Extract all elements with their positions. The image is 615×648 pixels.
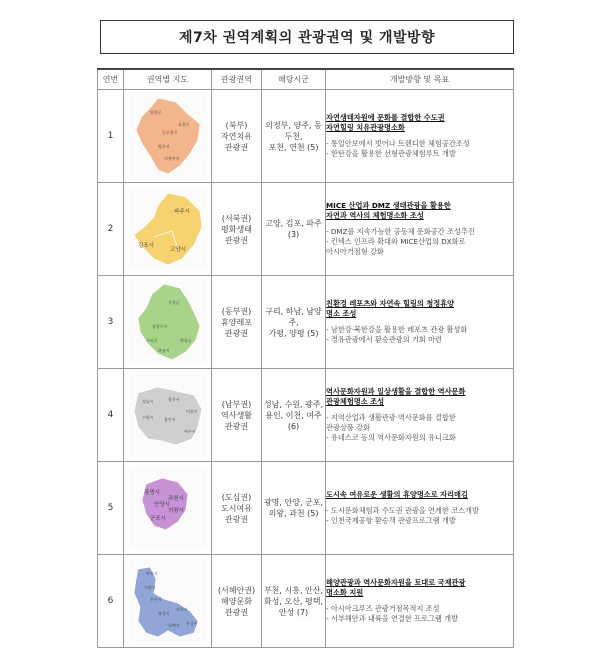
- direction-item: - 아시아크루즈 관광거점목적지 조성: [326, 604, 440, 613]
- region-map: [128, 373, 208, 457]
- direction-heading-line: 자연힐링 치유관광명소화: [326, 123, 405, 132]
- tourism-zone: [212, 555, 262, 648]
- zone-line: 해양문화: [221, 596, 252, 606]
- table-row: [98, 183, 514, 276]
- map-region-label: 의정부시: [163, 156, 179, 161]
- direction-heading: [326, 201, 513, 221]
- map-region-label: 용인시: [163, 417, 176, 422]
- map-region-label: 안산시: [149, 597, 162, 602]
- direction-heading: [326, 387, 513, 407]
- counties: [262, 90, 326, 183]
- header-number: 연번: [98, 69, 124, 90]
- row-number: 4: [98, 369, 124, 462]
- tourism-zone: [212, 369, 262, 462]
- zone-line: 관광권: [224, 514, 249, 524]
- counties-line: 안성 (7): [278, 607, 309, 617]
- map-region-label: 시흥시: [143, 585, 156, 590]
- map-region-label: 구리시: [145, 338, 158, 343]
- map-region-label: 이천시: [185, 409, 198, 414]
- direction-heading: [326, 113, 513, 133]
- header-zone: 관광권역: [212, 69, 262, 90]
- counties-line: 화성, 오산, 평택,: [263, 596, 324, 606]
- map-region-label: 김포시: [137, 243, 154, 249]
- region-map-cell: [124, 90, 212, 183]
- zone-line: 관광권: [224, 421, 249, 431]
- development-direction: [326, 90, 514, 183]
- zone-line: 휴양레포: [221, 317, 252, 327]
- counties: [262, 276, 326, 369]
- development-direction: [326, 369, 514, 462]
- counties-line: 구리, 하남, 남양주,: [265, 306, 322, 327]
- map-region-label: 오산시: [175, 607, 188, 612]
- counties-line: 포천, 연천 (5): [268, 142, 319, 152]
- region-map-cell: [124, 276, 212, 369]
- map-region-label: 광명시: [143, 490, 160, 496]
- direction-heading: [326, 490, 513, 500]
- table-row: [98, 276, 514, 369]
- counties: [262, 183, 326, 276]
- table-row: [98, 369, 514, 462]
- map-region-label: 안양시: [153, 502, 170, 508]
- counties-line: 가평, 양평 (5): [268, 328, 319, 338]
- map-region-label: 수원시: [141, 415, 154, 420]
- direction-item: - 킨텍스 인프라 확대와 MICE산업의 DX화로: [326, 237, 466, 246]
- zone-line: 관광권: [224, 328, 249, 338]
- map-region-label: 고양시: [169, 247, 186, 253]
- row-number: 6: [98, 555, 124, 648]
- page-title: 제7차 권역계획의 관광권역 및 개발방향: [100, 20, 514, 54]
- development-direction: [326, 462, 514, 555]
- row-number: 1: [98, 90, 124, 183]
- direction-heading-line: 관광체험명소 조성: [326, 397, 385, 406]
- direction-item: - 서부해안과 내륙을 연결한 프로그램 개발: [326, 614, 459, 623]
- zone-line: (동부권): [221, 306, 252, 316]
- zone-line: 역사생활: [221, 410, 252, 420]
- region-map: [128, 466, 208, 550]
- direction-heading-line: 도시속 여유로운 생활의 휴양명소로 자리매김: [326, 490, 468, 499]
- region-map: [128, 559, 208, 643]
- tourism-zone: [212, 90, 262, 183]
- direction-item: - 인천국제공항 환승객 관광프로그램 개발: [326, 516, 456, 525]
- map-region-label: 동두천시: [161, 130, 177, 135]
- zone-line: 도시여유: [221, 503, 252, 513]
- region-map-cell: [124, 183, 212, 276]
- direction-item: - 통일안보에서 벗어나 트렌디한 체험공간조성: [326, 139, 470, 148]
- zone-line: (북부): [225, 120, 248, 130]
- region-map-cell: [124, 369, 212, 462]
- map-region-label: 파주시: [173, 209, 190, 215]
- zone-line: 관광권: [224, 235, 249, 245]
- direction-heading-line: 명소화 지원: [326, 588, 364, 597]
- row-number: 3: [98, 276, 124, 369]
- zone-line: 자연치유: [221, 131, 252, 141]
- counties-line: 용인, 이천, 여주: [265, 410, 322, 420]
- tourism-zone: [212, 462, 262, 555]
- counties-line: 부천, 시흥, 안산,: [263, 585, 324, 595]
- region-map: [128, 187, 208, 271]
- map-region-label: 성남시: [141, 399, 154, 404]
- map-region-label: 부천시: [145, 571, 158, 576]
- direction-heading: [326, 299, 513, 319]
- direction-item: - 도시문화체험과 수도권 관광을 연계한 코스개발: [326, 506, 479, 515]
- zone-line: (남부권): [221, 399, 252, 409]
- direction-heading-line: MICE 산업과 DMZ 생태관광을 활용한: [326, 201, 451, 210]
- direction-item: - 경유관광에서 환승관광의 기회 마련: [326, 335, 442, 344]
- direction-item: - 지역산업과 생활관광·역사문화를 결합한: [326, 413, 456, 422]
- row-number: 5: [98, 462, 124, 555]
- header-map: 권역별 지도: [124, 69, 212, 90]
- direction-heading-line: 자연생태자원에 문화를 결합한 수도권: [326, 113, 445, 122]
- header-counties: 해당시군: [262, 69, 326, 90]
- table-header-row: [98, 69, 514, 90]
- direction-item: 아시아거점형 강화: [326, 247, 384, 256]
- direction-item: 관광상품 강화: [326, 423, 370, 432]
- zone-line: (서해안권): [217, 585, 256, 595]
- table-row: [98, 462, 514, 555]
- map-region-label: 가평군: [167, 300, 180, 305]
- development-direction: [326, 276, 514, 369]
- table-row: [98, 555, 514, 648]
- region-map-cell: [124, 462, 212, 555]
- counties: [262, 369, 326, 462]
- map-region-label: 의왕시: [167, 508, 184, 514]
- counties-line: 고양, 김포, 파주: [265, 219, 322, 228]
- map-region-label: 포천시: [177, 122, 190, 127]
- counties: [262, 555, 326, 648]
- region-map: [128, 94, 208, 178]
- zone-line: 평화생태: [221, 224, 252, 234]
- row-number: 2: [98, 183, 124, 276]
- direction-heading-line: 역사문화자원과 일상생활을 결합한 역사문화: [326, 387, 466, 396]
- table-row: [98, 90, 514, 183]
- zone-line: (도심권): [221, 492, 252, 502]
- direction-item: - 유네스코 등의 역사문화자원의 유니크화: [326, 433, 456, 442]
- zone-line: 관광권: [224, 607, 249, 617]
- direction-heading-line: 친환경 레포츠와 자연속 힐링의 청정휴양: [326, 299, 455, 308]
- development-direction: [326, 183, 514, 276]
- counties-line: 광명, 안양, 군포,: [263, 498, 324, 507]
- region-map: [128, 280, 208, 364]
- direction-item: - DMZ를 지속가능한 공동체 문화공간 조성추진: [326, 227, 475, 236]
- counties: [262, 462, 326, 555]
- map-region-label: 양평군: [179, 338, 192, 343]
- map-region-label: 군포시: [149, 516, 166, 522]
- direction-heading-line: 명소 조성: [326, 309, 357, 318]
- counties-line: 의정부, 양주, 동두천,: [265, 120, 322, 141]
- counties-line: (3): [287, 230, 300, 239]
- map-region-label: 양주시: [157, 144, 170, 149]
- map-region-label: 하남시: [157, 348, 170, 353]
- map-region-label: 광주시: [167, 397, 180, 402]
- map-region-label: 화성시: [157, 611, 170, 616]
- counties-line: (6): [287, 421, 300, 431]
- tourism-zone-table: [97, 68, 514, 648]
- region-map-cell: [124, 555, 212, 648]
- zone-line: (서북권): [221, 213, 252, 223]
- header-direction: 개발방향 및 목표: [326, 69, 514, 90]
- direction-heading-line: 자연과 역사의 체험명소화 조성: [326, 211, 424, 220]
- development-direction: [326, 555, 514, 648]
- map-region-label: 평택시: [167, 623, 180, 628]
- tourism-zone: [212, 276, 262, 369]
- direction-item: - 남한강·북한강을 활용한 레포츠 관광 활성화: [326, 325, 468, 334]
- counties-line: 의왕, 과천 (5): [268, 509, 319, 518]
- map-region-label: 연천군: [149, 110, 162, 115]
- map-region-label: 과천시: [167, 496, 184, 502]
- map-region-label: 여주시: [183, 429, 196, 434]
- direction-item: - 한탄강을 활용한 선형관광체험루트 개발: [326, 149, 456, 158]
- counties-line: 성남, 수원, 광주,: [263, 399, 324, 409]
- zone-line: 관광권: [224, 142, 249, 152]
- map-region-label: 안성시: [185, 621, 198, 626]
- tourism-zone: [212, 183, 262, 276]
- map-region-label: 남양주시: [151, 324, 167, 329]
- direction-heading: [326, 578, 513, 598]
- direction-heading-line: 해양관광과 역사문화자원을 토대로 국제관광: [326, 578, 466, 587]
